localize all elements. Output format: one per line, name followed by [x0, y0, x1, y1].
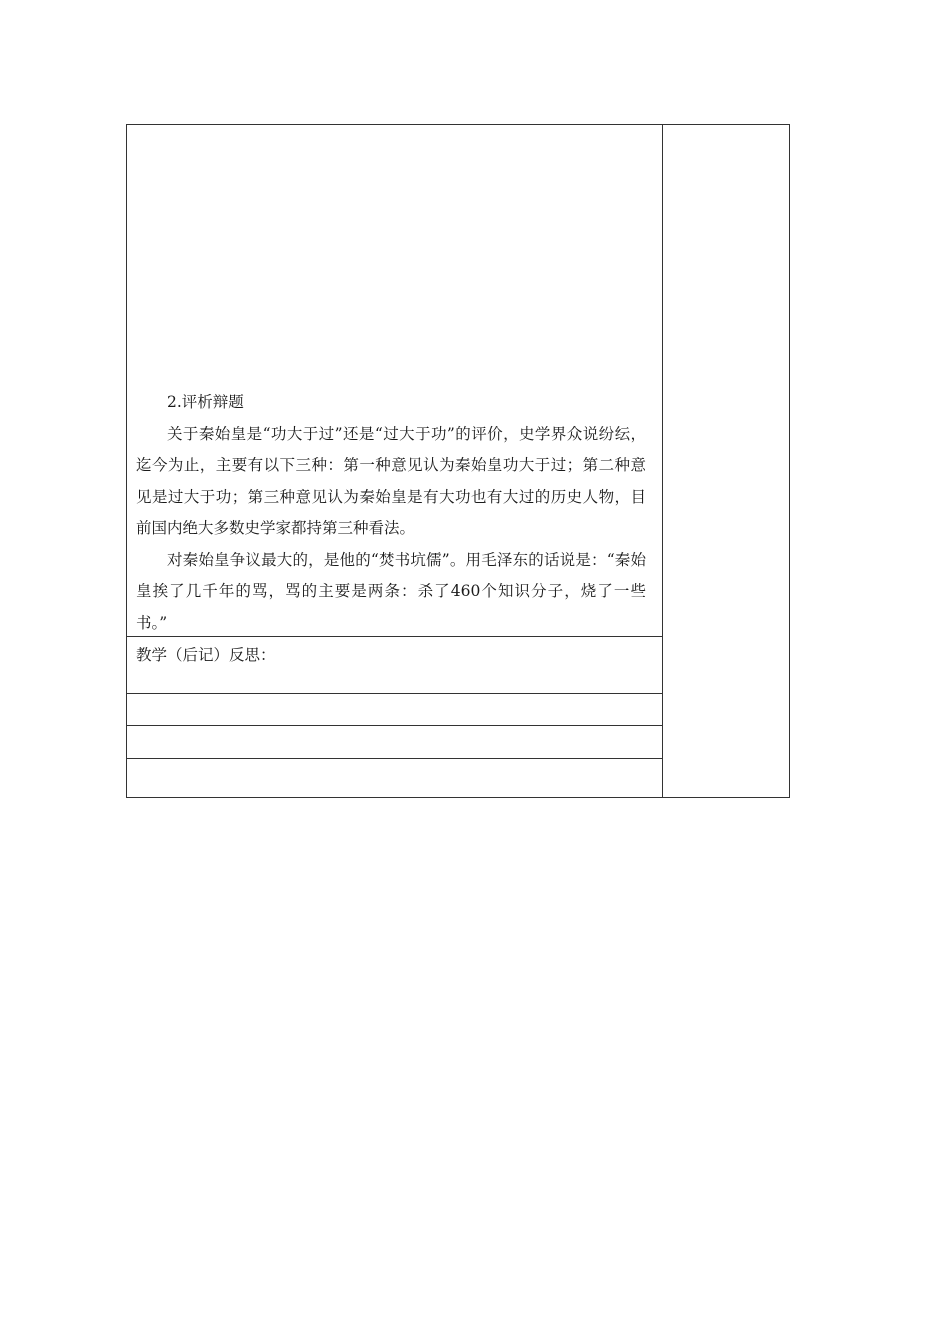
- reflection-cell: [127, 637, 662, 694]
- blank-row-2: [127, 726, 662, 759]
- lesson-content-text: [136, 387, 646, 639]
- blank-row-3: [127, 759, 662, 799]
- paragraph-evaluation: 关于秦始皇是“功大于过”还是“过大于功”的评价，史学界众说纷纭，迄今为止，主要有以下三种：第一种意见认为秦始皇功大于过；第二种意见是过大于功；第三种意见认为秦始皇是有大功也有大过的历史人物，目前国内绝大多数史学家都持第三种看法。: [136, 424, 646, 537]
- paragraph-controversy: 对秦始皇争议最大的，是他的“焚书坑儒”。用毛泽东的话说是：“秦始皇挨了几千年的骂，骂的主要是两条：杀了460个知识分子，烧了一些书。”: [136, 550, 646, 632]
- section-heading: 2.评析辩题: [167, 393, 244, 411]
- blank-row-1: [127, 694, 662, 726]
- side-notes-column: [663, 125, 789, 797]
- lesson-content-cell: [127, 125, 662, 637]
- main-column: [127, 125, 663, 797]
- lesson-plan-table: [126, 124, 790, 798]
- reflection-label: 教学（后记）反思：: [136, 646, 276, 664]
